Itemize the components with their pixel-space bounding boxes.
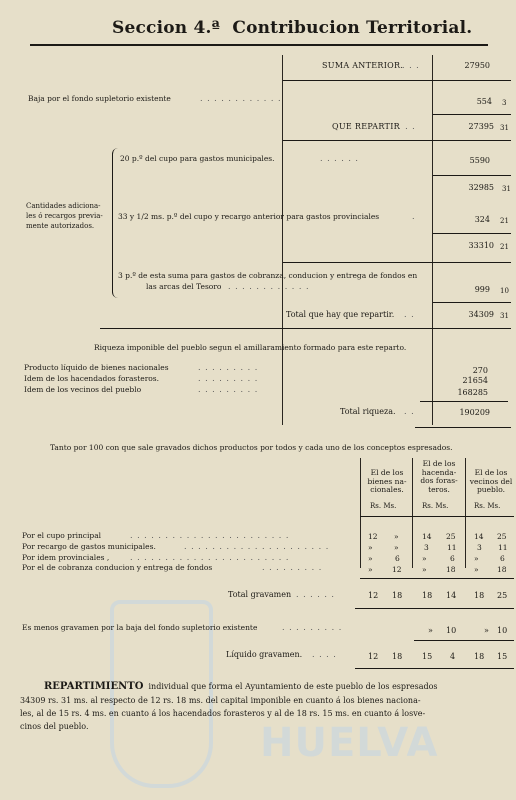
baja-fondo-label: Baja por el fondo supletorio existente: [28, 94, 171, 103]
liquido-c1: 12: [368, 652, 379, 661]
cell-c3m: 6: [500, 554, 505, 563]
repartimiento-lead: REPARTIMIENTO: [44, 681, 144, 692]
total-repartir-cents: 31: [500, 312, 509, 320]
col-head-vecinos: El de los vecinos del pueblo.: [469, 468, 513, 495]
municipales-value: 5590: [469, 156, 490, 165]
total-c3: 18: [474, 591, 485, 600]
col-units-3: Rs. Ms.: [474, 502, 501, 510]
col-units-2: Rs. Ms.: [422, 502, 449, 510]
provinciales-label: 33 y 1/2 ms. p.º del cupo y recargo anterior para gastos provinciales: [118, 212, 380, 221]
liquido-c3m: 15: [497, 652, 508, 661]
dot-leader: .: [412, 212, 416, 221]
riqueza-row-2-value: 21654: [462, 376, 488, 385]
municipales-label: 20 p.º del cupo para gastos municipales.: [120, 154, 275, 163]
page-title: Contribucion Territorial.: [232, 18, 473, 38]
dot-leader: . . . . . . . . .: [282, 623, 343, 632]
cell-c2m: 25: [446, 532, 456, 541]
rule: [433, 302, 511, 303]
que-repartir-cents: 31: [500, 124, 509, 132]
cell-c3: »: [474, 554, 479, 563]
cell-c1m: 12: [392, 565, 402, 574]
rule: [283, 262, 511, 263]
section-heading: [112, 20, 472, 37]
gravamen-row-label: Por idem provinciales ,: [22, 553, 110, 562]
dot-leader: . .: [404, 407, 415, 416]
header-rule: [30, 44, 488, 46]
cell-c3m: 18: [497, 565, 507, 574]
repartimiento-line-4: cinos del pueblo.: [20, 722, 89, 731]
dot-leader: . . . . . . . . . . . . . . . . . . . . . . .: [130, 553, 290, 562]
baja-c2m: 10: [446, 626, 457, 635]
riqueza-row-2-label: Idem de los hacendados forasteros.: [24, 374, 160, 383]
gravamen-row-label: Por el cupo principal: [22, 531, 102, 540]
liquido-c2: 15: [422, 652, 433, 661]
suma-anterior-value: 27950: [464, 61, 490, 70]
cell-c2: »: [422, 554, 427, 563]
cell-c3m: 11: [498, 543, 508, 552]
subtotal-2-value: 33310: [468, 241, 494, 250]
liquido-c3: 18: [474, 652, 485, 661]
gravamen-heading: Tanto por 100 con que sale gravados dichos productos por todos y cada uno de los conceptos espresados.: [50, 443, 453, 452]
table-column-rule: [465, 458, 466, 568]
repartimiento-text-1: individual que forma el Ayuntamiento de este pueblo de los espresados: [148, 682, 438, 691]
riqueza-row-1-value: 270: [472, 366, 488, 375]
rule: [283, 80, 511, 81]
cell-c2m: 11: [447, 543, 457, 552]
cell-c1: 12: [368, 532, 378, 541]
dot-leader: . . .: [402, 61, 420, 70]
col-head-forasteros: El de los hacenda- dos foras- teros.: [420, 459, 458, 494]
rule: [283, 140, 511, 141]
que-repartir-label: QUE REPARTIR: [332, 122, 400, 131]
total-c3m: 25: [497, 591, 508, 600]
cell-c2m: 18: [446, 565, 456, 574]
cell-c1m: 6: [395, 554, 400, 563]
riqueza-row-3-label: Idem de los vecinos del pueblo: [24, 385, 142, 394]
baja-fondo-cents: 3: [502, 99, 507, 107]
suma-anterior-label: SUMA ANTERIOR.: [322, 61, 404, 70]
total-riqueza-value: 190209: [459, 408, 490, 417]
cobranza-cents: 10: [500, 287, 509, 295]
baja-c2: »: [428, 626, 433, 635]
dot-leader: . . . .: [312, 650, 337, 659]
dot-leader: . . . . . . . . . . . .: [200, 94, 282, 103]
total-c2: 18: [422, 591, 433, 600]
watermark-text: HUELVA: [260, 720, 439, 766]
riqueza-heading: Riqueza imponible del pueblo segun el amillaramiento formado para este reparto.: [94, 343, 407, 352]
rule: [355, 668, 514, 669]
total-repartir-label: Total que hay que repartir.: [286, 310, 395, 319]
dot-leader: . . . . . . . . .: [198, 385, 259, 394]
dot-leader: . . . . . . . . .: [198, 374, 259, 383]
provinciales-cents: 21: [500, 217, 509, 225]
total-c2m: 14: [446, 591, 457, 600]
table-column-rule: [360, 458, 361, 568]
baja-fondo-value: 554: [476, 97, 492, 106]
col-head-nacionales: El de los bienes na- cionales.: [367, 468, 407, 495]
cobranza-value: 999: [474, 285, 490, 294]
section-number: Seccion 4.ª: [112, 18, 221, 38]
menos-gravamen-label: Es menos gravamen por la baja del fondo supletorio existente: [22, 623, 258, 632]
rule: [420, 401, 508, 402]
cell-c1m: »: [394, 532, 399, 541]
cell-c3: 3: [477, 543, 482, 552]
repartimiento-line-3: les, al de 15 rs. 4 ms. en cuanto á los hacendados forasteros y al de 18 rs. 15 ms. en cuanto á losve-: [20, 709, 426, 718]
rule: [415, 427, 511, 428]
cell-c3: 14: [474, 532, 484, 541]
rule: [100, 328, 511, 329]
adicionales-side-label-3: mente autorizados.: [26, 222, 95, 230]
liquido-c1m: 18: [392, 652, 403, 661]
cobranza-label-2: las arcas del Tesoro: [146, 282, 222, 291]
rule: [433, 175, 511, 176]
column-rule-left: [282, 55, 283, 425]
que-repartir-value: 27395: [468, 122, 494, 131]
cell-c2: 14: [422, 532, 432, 541]
provinciales-value: 324: [474, 215, 490, 224]
repartimiento-line-2: 34309 rs. 31 ms. al respecto de 12 rs. 18 ms. del capital imponible en cuanto á los bienes naciona-: [20, 696, 421, 705]
cobranza-label-1: 3 p.º de esta suma para gastos de cobranza, conducion y entrega de fondos en: [118, 271, 418, 280]
dot-leader: . . . . . . . . .: [198, 363, 259, 372]
dot-leader: . . . . . . . . . . . . . . . . . . . . . . .: [130, 531, 290, 540]
cell-c1: »: [368, 565, 373, 574]
rule: [355, 608, 514, 609]
cell-c3: »: [474, 565, 479, 574]
total-riqueza-label: Total riqueza.: [340, 407, 396, 416]
riqueza-row-1-label: Producto líquido de bienes nacionales: [24, 363, 169, 372]
dot-leader: . . . . . . . . .: [262, 563, 323, 572]
dot-leader: . . . . . .: [320, 154, 359, 163]
cell-c1m: »: [394, 543, 399, 552]
rule: [360, 516, 514, 517]
cell-c1: »: [368, 554, 373, 563]
rule: [360, 578, 514, 579]
repartimiento-line-1: [44, 682, 438, 692]
subtotal-1-value: 32985: [468, 183, 494, 192]
cell-c2: »: [422, 565, 427, 574]
dot-leader: . .: [404, 310, 415, 319]
rule: [433, 233, 511, 234]
cell-c1: »: [368, 543, 373, 552]
adicionales-side-label-1: Cantidades adiciona-: [26, 202, 101, 210]
total-repartir-value: 34309: [468, 310, 494, 319]
col-units-1: Rs. Ms.: [370, 502, 397, 510]
gravamen-row-label: Por recargo de gastos municipales.: [22, 542, 156, 551]
rule: [433, 114, 511, 115]
baja-c3: »: [484, 626, 489, 635]
rule: [414, 640, 514, 641]
dot-leader: . . . . . . . . . . . . . . . . . . . . .: [184, 542, 330, 551]
baja-c3m: 10: [497, 626, 508, 635]
table-column-rule: [412, 458, 413, 568]
gravamen-row-label: Por el de cobranza conducion y entrega de fondos: [22, 563, 213, 572]
adicionales-side-label-2: les ó recargos previa-: [26, 212, 103, 220]
liquido-c2m: 4: [450, 652, 456, 661]
cell-c2m: 6: [450, 554, 455, 563]
dot-leader: . . . . . . . . . . . .: [228, 282, 310, 291]
riqueza-row-3-value: 168285: [457, 388, 488, 397]
cell-c2: 3: [424, 543, 429, 552]
total-c1: 12: [368, 591, 379, 600]
total-c1m: 18: [392, 591, 403, 600]
subtotal-2-cents: 21: [500, 243, 509, 251]
total-gravamen-label: Total gravamen: [228, 590, 292, 599]
dot-leader: . . . . . .: [296, 590, 335, 599]
cell-c3m: 25: [497, 532, 507, 541]
dot-leader: . . .: [398, 122, 416, 131]
liquido-gravamen-label: Líquido gravamen.: [226, 650, 303, 659]
subtotal-1-cents: 31: [502, 185, 511, 193]
